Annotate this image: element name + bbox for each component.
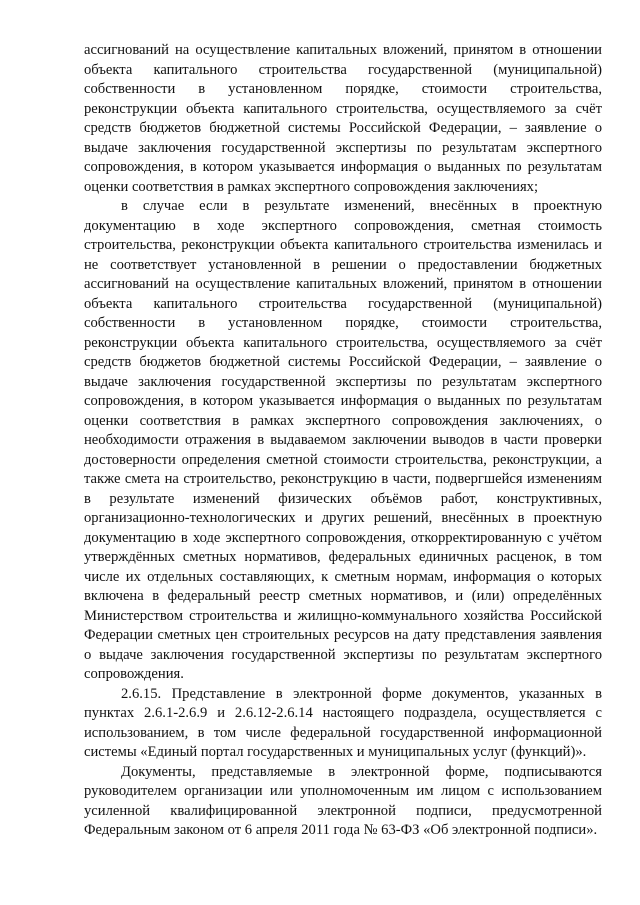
paragraph-estimate-change-case: в случае если в результате изменений, внесённых в проектную документацию в ходе экспертного сопровождения, сметная стоимость строительства, реконструкции объекта капитального строительства изменилась и не соответствует установленной в решении о предоставлении бюджетных ассигнований на осуществление капитальных вложений, принятом в отношении объекта капитального строительства государственной (муниципальной) собственности в установленном порядке, стоимости строительства, реконструкции объекта капитального строительства, осуществляемого за счёт средств бюджетов бюджетной системы Российской Федерации, – заявление о выдаче заключения государственной экспертизы по результатам экспертного сопровождения, в котором указывается информация о выданных по результатам оценки соответствия в рамках экспертного сопровождения заключениях, о необходимости отражения в выдаваемом заключении выводов в части проверки достоверности определения сметной стоимости строительства, реконструкции, а также смета на строительство, реконструкцию в части, подвергшейся изменениям в результате изменений физических объёмов работ, конструктивных, организационно-технологических и других решений, внесённых в проектную документацию в ходе экспертного сопровождения, откорректированную с учётом утверждённых сметных нормативов, федеральных единичных расценок, в том числе их отдельных составляющих, к сметным нормам, информация о которых включена в федеральный реестр сметных нормативов, и (или) определённых Министерством строительства и жилищно-коммунального хозяйства Российской Федерации сметных цен строительных ресурсов на дату представления заявления о выдаче заключения государственной экспертизы по результатам экспертного сопровождения. [84, 198, 602, 682]
paragraph-electronic-signature: Документы, представляемые в электронной форме, подписываются руководителем организации или уполномоченным им лицом с использованием усиленной квалифицированной электронной подписи, предусмотренной Федеральным законом от 6 апреля 2011 года № 63-ФЗ «Об электронной подписи». [84, 763, 602, 838]
paragraph-2-6-15-electronic-submission: 2.6.15. Представление в электронной форме документов, указанных в пунктах 2.6.1-2.6.9 и 2.6.12-2.6.14 настоящего подраздела, осуществляется с использованием, в том числе федеральной государственной информационной системы «Единый портал государственных и муниципальных услуг (функций)». [84, 685, 602, 760]
paragraph-budget-allocation-continuation: ассигнований на осуществление капитальных вложений, принятом в отношении объекта капитального строительства государственной (муниципальной) собственности в установленном порядке, стоимости строительства, реконструкции объекта капитального строительства, осуществляемого за счёт средств бюджетов бюджетной системы Российской Федерации, – заявление о выдаче заключения государственной экспертизы по результатам экспертного сопровождения, в котором указывается информация о выданных по результатам оценки соответствия в рамках экспертного сопровождения заключениях; [84, 42, 602, 195]
document-page [84, 41, 602, 841]
